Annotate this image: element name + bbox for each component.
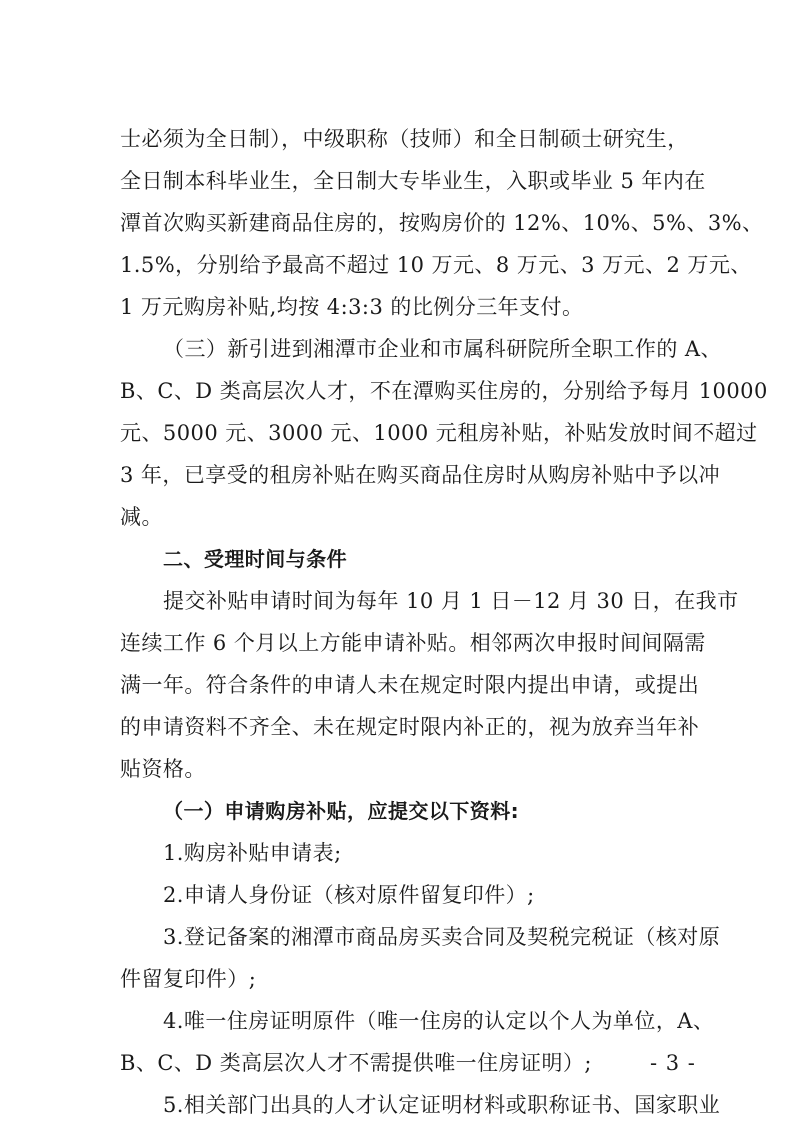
body-line-5: 1 万元购房补贴,均按 4:3:3 的比例分三年支付。 <box>120 295 584 319</box>
body-line-2: 全日制本科毕业生，全日制大专毕业生，入职或毕业 5 年内在 <box>120 169 706 193</box>
material-item-4-line-2: B、C、D 类高层次人才不需提供唯一住房证明）; <box>120 1051 592 1075</box>
section-heading: 二、受理时间与条件 <box>163 547 348 571</box>
body-line-4: 1.5%，分别给予最高不超过 10 万元、8 万元、3 万元、2 万元、 <box>120 253 752 277</box>
material-item-5-line-1: 5.相关部门出具的人才认定证明材料或职称证书、国家职业 <box>163 1093 721 1117</box>
material-item-1: 1.购房补贴申请表; <box>163 841 342 865</box>
paragraph-three-line-1: （三）新引进到湘潭市企业和市属科研院所全职工作的 A、 <box>163 337 722 361</box>
time-paragraph-line-4: 的申请资料不齐全、未在规定时限内补正的，视为放弃当年补 <box>120 715 700 739</box>
paragraph-three-line-3: 元、5000 元、3000 元、1000 元租房补贴，补贴发放时间不超过 <box>120 421 758 445</box>
time-paragraph-line-1: 提交补贴申请时间为每年 10 月 1 日－12 月 30 日，在我市 <box>163 589 739 613</box>
subsection-heading: （一）申请购房补贴，应提交以下资料: <box>163 799 520 823</box>
time-paragraph-line-5: 贴资格。 <box>120 757 206 781</box>
page-number: - 3 - <box>650 1051 696 1075</box>
material-item-2: 2.申请人身份证（核对原件留复印件）; <box>163 883 535 907</box>
paragraph-three-line-5: 减。 <box>120 505 163 529</box>
material-item-3-line-1: 3.登记备案的湘潭市商品房买卖合同及契税完税证（核对原 <box>163 925 721 949</box>
paragraph-three-line-4: 3 年，已享受的租房补贴在购买商品住房时从购房补贴中予以冲 <box>120 463 721 487</box>
body-line-3: 潭首次购买新建商品住房的，按购房价的 12%、10%、5%、3%、 <box>120 211 764 235</box>
time-paragraph-line-3: 满一年。符合条件的申请人未在规定时限内提出申请，或提出 <box>120 673 700 697</box>
body-line-1: 士必须为全日制），中级职称（技师）和全日制硕士研究生， <box>120 127 689 151</box>
material-item-4-line-1: 4.唯一住房证明原件（唯一住房的认定以个人为单位，A、 <box>163 1009 715 1033</box>
paragraph-three-line-2: B、C、D 类高层次人才，不在潭购买住房的，分别给予每月 10000 <box>120 379 768 403</box>
time-paragraph-line-2: 连续工作 6 个月以上方能申请补贴。相邻两次申报时间间隔需 <box>120 631 706 655</box>
material-item-3-line-2: 件留复印件）; <box>120 967 257 991</box>
